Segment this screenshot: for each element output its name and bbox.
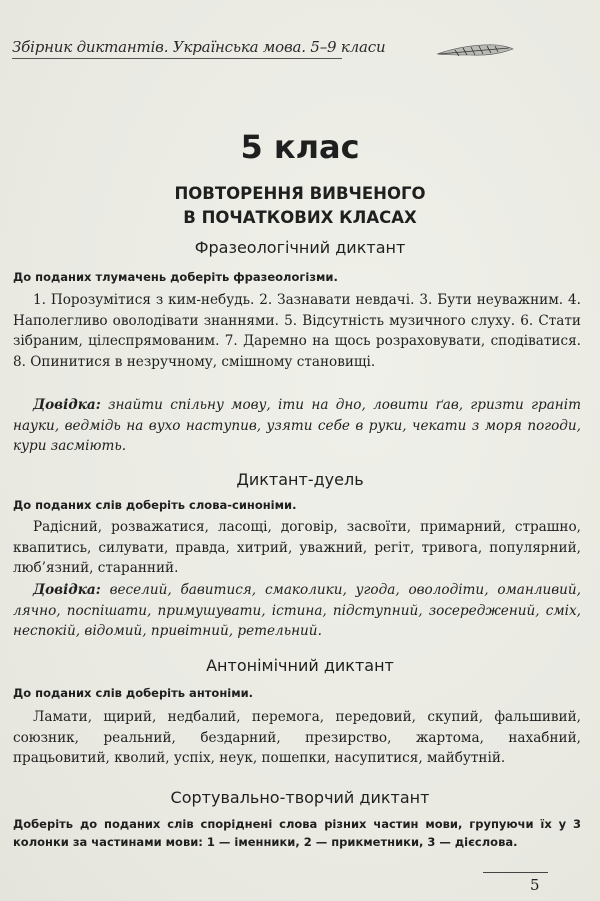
exercise-task: Доберіть до поданих слів споріднені слова різних частин мови, групуючи їх у 3 колонки за частинами мови: 1 — іменники, 2 — прикметники, 3 — дієслова. bbox=[13, 817, 581, 849]
chapter-title: 5 клас bbox=[240, 128, 360, 166]
page-number-rule bbox=[483, 872, 548, 873]
section-title-line-2: В ПОЧАТКОВИХ КЛАСАХ bbox=[183, 208, 417, 227]
exercise-text: Ламати, щирий, недбалий, перемога, передовий, скупий, фальшивий, союзник, реальний, бездарний, презирство, жартома, нахабний, працьовитий, кволий, успіх, неук, пошепки, насупитися, майбутній. bbox=[13, 709, 581, 766]
section-title bbox=[0, 182, 600, 230]
section-title-line-1: ПОВТОРЕННЯ ВИВЧЕНОГО bbox=[174, 184, 426, 203]
exercise-task: До поданих слів доберіть антоніми. bbox=[13, 686, 254, 700]
exercise-title: Антонімічний диктант bbox=[206, 656, 394, 675]
exercise-hint bbox=[13, 580, 581, 642]
hint-label: Довідка: bbox=[33, 582, 101, 598]
hint-label: Довідка: bbox=[33, 397, 101, 413]
hint-text: веселий, бавитися, смаколики, угода, оволодіти, оманливий, лячно, поспішати, примушувати, істина, підступний, зосереджений, сміх, неспокій, відомий, привітний, ретельний. bbox=[13, 582, 581, 639]
exercise-text: Радісний, розважатися, ласощі, договір, засвоїти, примарний, страшно, квапитись, силувати, правда, хитрий, уважний, регіт, тривога, популярний, люб’язний, старанний. bbox=[13, 519, 581, 576]
exercise-title: Диктант-дуель bbox=[236, 470, 364, 489]
exercise-title: Фразеологічний диктант bbox=[194, 238, 406, 257]
hint-text: знайти спільну мову, іти на дно, ловити ґав, гризти граніт науки, ведмідь на вухо наступив, узяти себе в руки, чекати з моря погоди, кури засміють. bbox=[13, 397, 581, 454]
exercise-task: До поданих тлумачень доберіть фразеологізми. bbox=[13, 270, 338, 284]
exercise-task: До поданих слів доберіть слова-синоніми. bbox=[13, 498, 297, 512]
running-header: Збірник диктантів. Українська мова. 5–9 класи bbox=[12, 38, 342, 59]
page-number: 5 bbox=[530, 876, 540, 894]
exercise-title: Сортувально-творчий диктант bbox=[170, 788, 430, 807]
feather-icon bbox=[435, 42, 515, 58]
exercise-text: 1. Порозумітися з ким-небудь. 2. Зазнавати невдачі. 3. Бути неуважним. 4. Наполегливо оволодівати знаннями. 5. Відсутність музичного слуху. 6. Стати зібраним, цілеспрямованим. 7. Даремно на щось розраховувати, сподіватися. 8. Опинитися в незручному, смішному становищі. bbox=[13, 292, 581, 370]
exercise-hint bbox=[13, 395, 581, 457]
